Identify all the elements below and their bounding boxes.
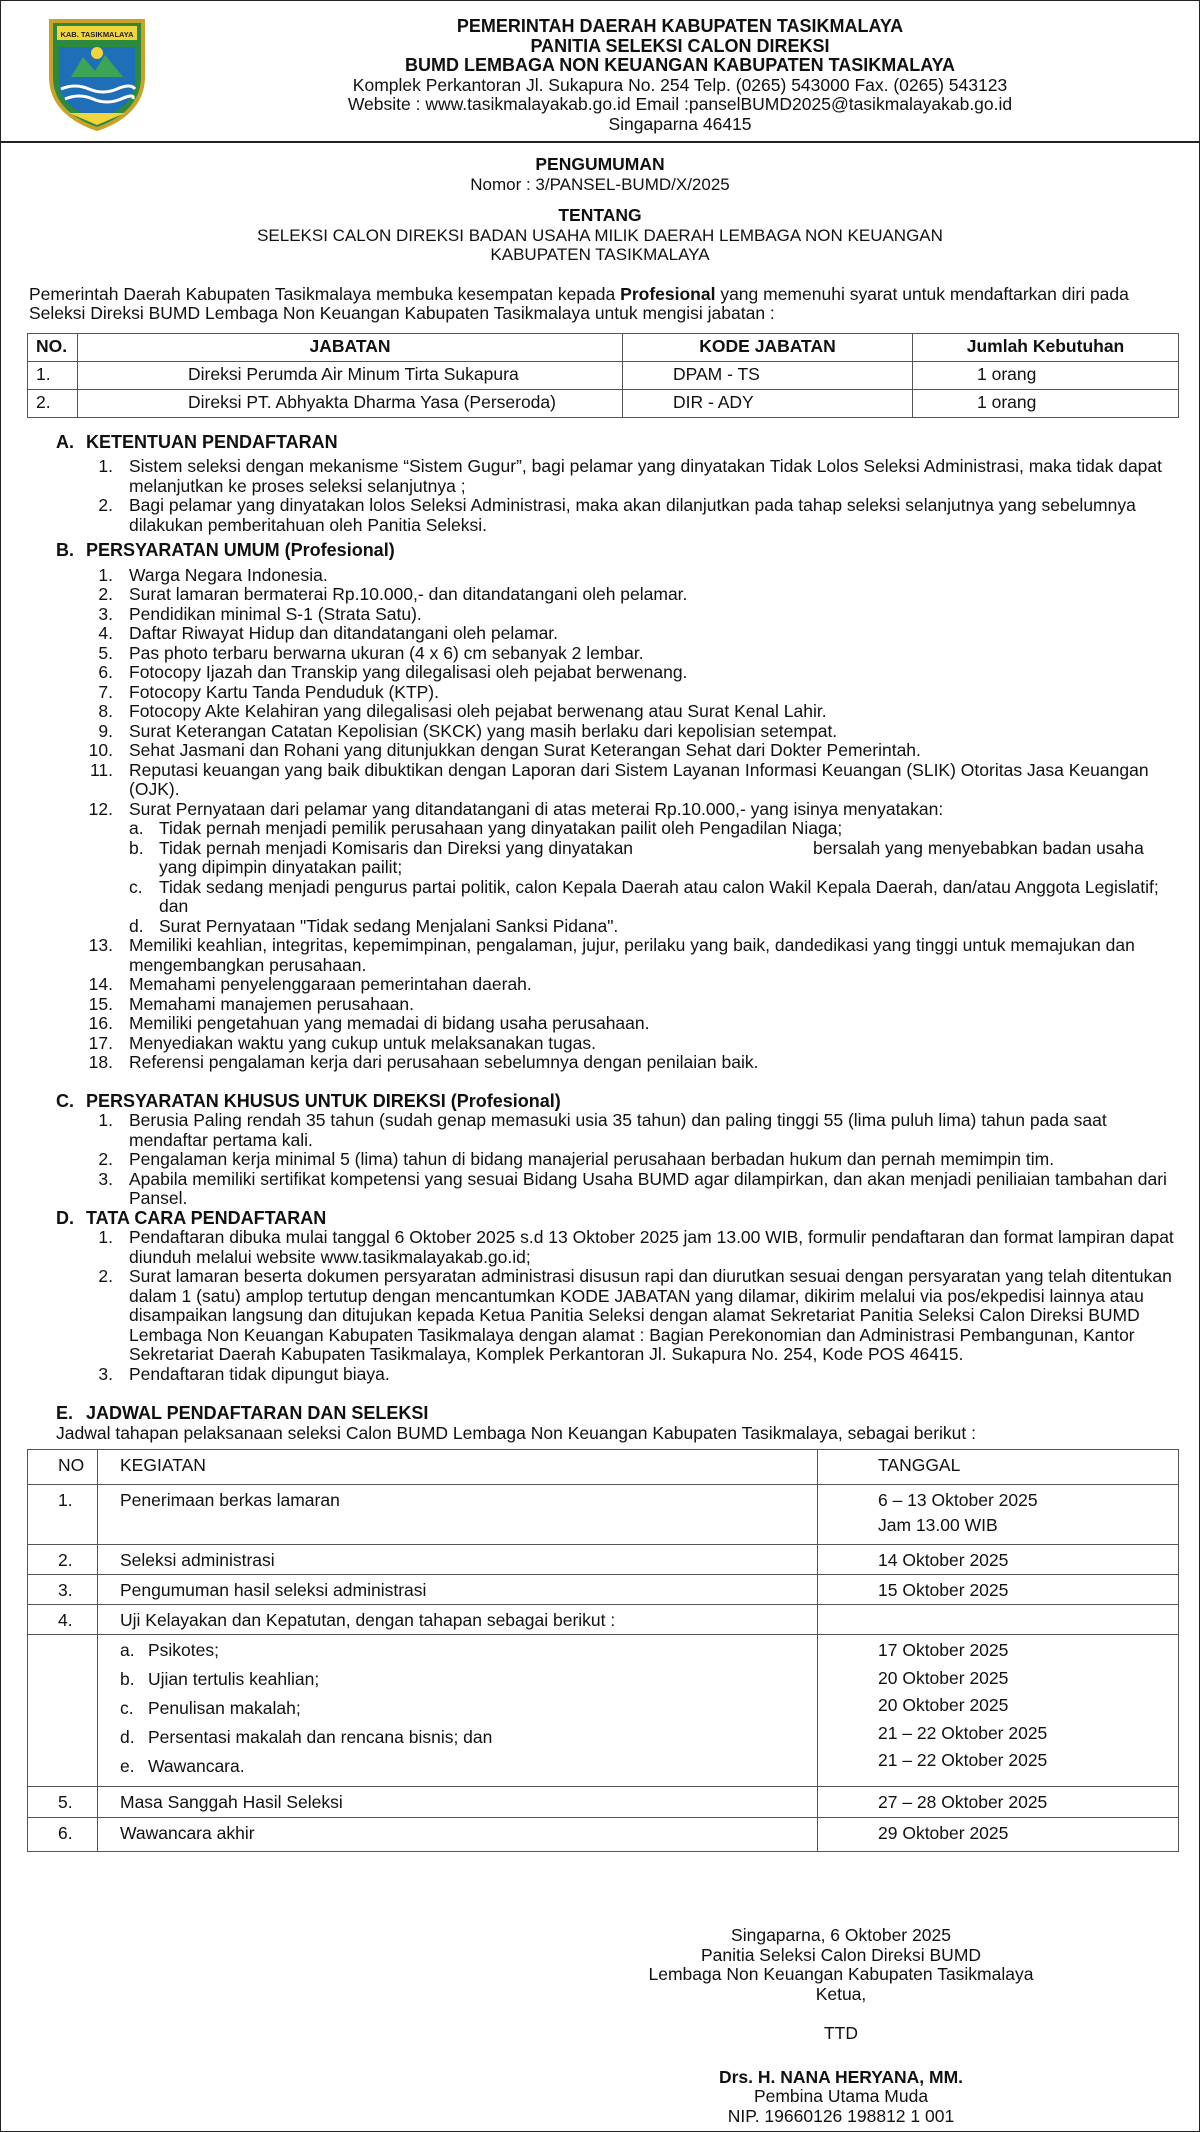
document-number: Nomor : 3/PANSEL-BUMD/X/2025 [470,174,730,194]
header-kegiatan: KEGIATAN [98,1450,818,1485]
regency-emblem-icon [45,13,149,131]
title-subject-line-1: SELEKSI CALON DIREKSI BADAN USAHA MILIK DAERAH LEMBAGA NON KEUANGAN [257,225,943,245]
signatory-name: Drs. H. NANA HERYANA, MM. [718,2066,964,2087]
sub-item-b: b. Tidak pernah menjadi Komisaris dan Direksi yang dinyatakan bersalah yang menyebabkan badan usaha yang dipimpin dinyatakan pailit; [129,837,1144,877]
section-e-heading: E. JADWAL PENDAFTARAN DAN SELEKSI [56,1403,429,1423]
list-item: 8. Fotocopy Akte Kelahiran yang dilegalisasi oleh pejabat berwenang atau Surat Kenal Lahir. [98,701,827,721]
row-kode: DPAM - TS [623,361,913,389]
sub-item-c: c. Tidak sedang menjadi pengurus partai politik, calon Kepala Daerah atau calon Wakil Kepala Daerah, dan/atau Anggota Legislatif; dan [129,876,1159,916]
signatory-rank: Pembina Utama Muda [753,2086,929,2106]
list-item: 3. Pendaftaran tidak dipungut biaya. [98,1363,390,1384]
sub-activity: a. Psikotes; [120,1640,219,1660]
signatory-nip: NIP. 19660126 198812 1 001 [727,2105,955,2126]
letterhead-contact: Website : www.tasikmalayakab.go.id Email :panselBUMD2025@tasikmalayakab.go.id [347,94,1013,114]
list-item: 6. Fotocopy Ijazah dan Transkip yang dilegalisasi oleh pejabat berwenang. [98,662,688,682]
header-jumlah: Jumlah Kebutuhan [913,333,1179,361]
list-item: 15. Memahami manajemen perusahaan. [88,993,415,1014]
header-no: NO [28,1450,98,1485]
header-tanggal: TANGGAL [818,1450,1179,1485]
section-d-heading: D. TATA CARA PENDAFTARAN [56,1207,327,1228]
list-item: 2. Surat lamaran beserta dokumen persyaratan administrasi disusun rapi dan diurutkan sesuai dengan persyaratan yang telah ditentukan dalam 1 (satu) amplop tertutup dengan mencantumkan KODE JABATAN yang dilamar, dikirim melalui via pos/ekpedisi lainnya atau disampaikan langsung dan ditujukan kepada Ketua Panitia Seleksi dengan alamat Sekretariat Panitia Seleksi Calon Direksi BUMD Lembaga Non Keuangan Kabupaten Tasikmalaya dengan alamat : Bagian Perekonomian dan Administrasi Pembangunan, Kantor Sekretariat Daerah Kabupaten Tasikmalaya, Komplek Perkantoran Jl. Sukapura No. 254, Kode POS 46415. [98,1266,1172,1364]
table-row: 6. Wawancara akhir 29 Oktober 2025 [28,1818,1179,1852]
title-tentang: TENTANG [558,205,642,225]
list-item: 3. Pendidikan minimal S-1 (Strata Satu). [98,603,422,624]
header-no: NO. [28,333,78,361]
list-item: 4. Daftar Riwayat Hidup dan ditandatangani oleh pelamar. [98,623,559,643]
letterhead-text [161,17,1199,134]
table-row [28,389,1179,417]
signature-block [621,1926,1061,2126]
signature-org-2: Lembaga Non Keuangan Kabupaten Tasikmalaya [648,1964,1034,1984]
list-item: 1. Warga Negara Indonesia. [98,564,328,585]
section-c-list [71,1111,1177,1209]
list-item: 2. Surat lamaran bermaterai Rp.10.000,- dan ditandatangani oleh pelamar. [98,584,688,604]
emblem-text: KAB. TASIKMALAYA [60,30,134,39]
sub-activity: e. Wawancara. [120,1756,245,1776]
section-d-list [71,1228,1177,1384]
table-row: 1. Penerimaan berkas lamaran 6 – 13 Oktober 2025 Jam 13.00 WIB [28,1485,1179,1545]
section-e-intro: Jadwal tahapan pelaksanaan seleksi Calon BUMD Lembaga Non Keuangan Kabupaten Tasikmalaya, sebagai berikut : [56,1422,976,1443]
list-item: 13. Memiliki keahlian, integritas, kepemimpinan, pengalaman, jujur, perilaku yang baik, dandedikasi yang tinggi untuk memajukan dan mengembangkan perusahaan. [88,935,1135,975]
sub-item-a: a. Tidak pernah menjadi pemilik perusahaan yang dinyatakan pailit oleh Pengadilan Niaga; [129,818,843,838]
position-table [27,333,1179,418]
row-jumlah: 1 orang [913,389,1179,417]
schedule-table [27,1449,1179,1852]
list-item: 17. Menyediakan waktu yang cukup untuk melaksanakan tugas. [88,1032,596,1053]
list-item: 2. Bagi pelamar yang dinyatakan lolos Seleksi Administrasi, maka akan dilanjutkan pada tahap seleksi selanjutnya yang sebelumnya dilakukan pemberitahuan oleh Panitia Seleksi. [98,495,1136,535]
table-row: 3. Pengumuman hasil seleksi administrasi 15 Oktober 2025 [28,1575,1179,1605]
row-jumlah: 1 orang [913,361,1179,389]
row-jabatan: Direksi Perumda Air Minum Tirta Sukapura [78,361,623,389]
section-b-heading: B. PERSYARATAN UMUM (Profesional) [56,540,395,560]
table-row: 4. Uji Kelayakan dan Kepatutan, dengan tahapan sebagai berikut : [28,1605,1179,1635]
section-c-heading: C. PERSYARATAN KHUSUS UNTUK DIREKSI (Profesional) [56,1090,561,1111]
letterhead-line-3: BUMD LEMBAGA NON KEUANGAN KABUPATEN TASIKMALAYA [404,55,955,75]
table-row: a. Psikotes; b. Ujian tertulis keahlian; c. Penulisan makalah; d. Persentasi makalah dan rencana bisnis; dan e. Wawancara. 17 Oktober 2025 20 Oktober 2025 20 Oktober 2025 21 – 22 Oktober 2025 21 – 22 Oktober 2025 [28,1635,1179,1787]
table-row: 5. Masa Sanggah Hasil Seleksi 27 – 28 Oktober 2025 [28,1787,1179,1818]
sub-activity: b. Ujian tertulis keahlian; [120,1669,320,1689]
header-jabatan: JABATAN [78,333,623,361]
intro-paragraph: Pemerintah Daerah Kabupaten Tasikmalaya membuka kesempatan kepada Profesional yang memenuhi syarat untuk mendaftarkan diri pada Seleksi Direksi BUMD Lembaga Non Keuangan Kabupaten Tasikmalaya untuk mengisi jabatan : [29,283,1129,323]
table-row: 2. Seleksi administrasi 14 Oktober 2025 [28,1545,1179,1575]
row-kode: DIR - ADY [623,389,913,417]
list-item: 16. Memiliki pengetahuan yang memadai di bidang usaha perusahaan. [88,1013,650,1033]
row-no: 2. [28,389,78,417]
table-row [28,361,1179,389]
list-item: 5. Pas photo terbaru berwarna ukuran (4 x 6) cm sebanyak 2 lembar. [98,642,644,663]
sub-activity: c. Penulisan makalah; [120,1698,301,1718]
list-item: 10. Sehat Jasmani dan Rohani yang ditunjukkan dengan Surat Keterangan Sehat dari Dokter Pemerintah. [88,740,921,760]
signature-place-date: Singaparna, 6 Oktober 2025 [731,1925,951,1945]
signature-role: Ketua, [815,1983,867,2004]
list-item: 1. Pendaftaran dibuka mulai tanggal 6 Oktober 2025 s.d 13 Oktober 2025 jam 13.00 WIB, formulir pendaftaran dan format lampiran dapat diunduh melalui website www.tasikmalayakab.go.id; [98,1227,1174,1267]
list-item: 11. Reputasi keuangan yang baik dibuktikan dengan Laporan dari Sistem Layanan Informasi Keuangan (SLIK) Otoritas Jasa Keuangan (OJK). [89,759,1149,799]
letterhead-line-2: PANITIA SELEKSI CALON DIREKSI [530,35,830,56]
row-no: 1. [28,361,78,389]
header-kode: KODE JABATAN [623,333,913,361]
letterhead-city: Singaparna 46415 [608,113,752,134]
sub-item-d: d. Surat Pernyataan "Tidak sedang Menjalani Sanksi Pidana". [129,915,619,936]
statement-sublist [129,819,1177,936]
list-item: 7. Fotocopy Kartu Tanda Penduduk (KTP). [98,681,439,702]
position-table-header [28,333,1179,361]
document-title [1,155,1199,265]
list-item: 9. Surat Keterangan Catatan Kepolisian (SKCK) yang masih berlaku dari kepolisian setempat. [98,720,838,741]
list-item: 1. Berusia Paling rendah 35 tahun (sudah genap memasuki usia 35 tahun) dan paling tinggi 55 (lima puluh lima) tahun pada saat mendaftar pertama kali. [98,1110,1107,1150]
list-item: 1. Sistem seleksi dengan mekanisme “Sistem Gugur”, bagi pelamar yang dinyatakan Tidak Lolos Seleksi Administrasi, maka tidak dapat melanjutkan ke proses seleksi selanjutnya ; [98,456,1163,496]
list-item: 14. Memahami penyelenggaraan pemerintahan daerah. [88,974,532,994]
letterhead-address: Komplek Perkantoran Jl. Sukapura No. 254 Telp. (0265) 543000 Fax. (0265) 543123 [352,74,1008,95]
row-jabatan: Direksi PT. Abhyakta Dharma Yasa (Perseroda) [78,389,623,417]
signature-ttd: TTD [823,2023,859,2043]
sub-activity: d. Persentasi makalah dan rencana bisnis; dan [120,1727,493,1747]
section-a-list [71,457,1177,535]
signature-org-1: Panitia Seleksi Calon Direksi BUMD [700,1944,982,1965]
list-item: 3. Apabila memiliki sertifikat kompetensi yang sesuai Bidang Usaha BUMD agar dilampirkan, dan akan menjadi peniliaian tambahan dari Pansel. [98,1168,1167,1208]
letterhead-line-1: PEMERINTAH DAERAH KABUPATEN TASIKMALAYA [456,16,904,36]
section-b-list [71,566,1177,1073]
letterhead [1,1,1199,143]
section-a-heading: A. KETENTUAN PENDAFTARAN [56,431,338,452]
list-item: 12. Surat Pernyataan dari pelamar yang ditandatangani di atas meterai Rp.10.000,- yang isinya menyatakan: a. Tidak pernah menjadi pemilik perusahaan yang dinyatakan pailit oleh Pengadilan Niaga; b. Tidak pernah menjadi Komisaris dan Direksi yang dinyatakan bersalah yang menyebabkan badan usaha yang dipimpin dinyatakan pailit; c. Tidak sedang menjadi pengurus partai politik, calon Kepala Daerah atau calon Wakil Kepala Daerah, dan/atau Anggota Legislatif; dan d. Surat Pernyataan "Tidak sedang Menjalani Sanksi Pidana". [71,800,1177,937]
schedule-table-header [28,1450,1179,1485]
list-item: 2. Pengalaman kerja minimal 5 (lima) tahun di bidang manajerial perusahaan berbadan hukum dan pernah memimpin tim. [98,1149,1055,1169]
title-subject-line-2: KABUPATEN TASIKMALAYA [490,245,710,264]
title-pengumuman: PENGUMUMAN [535,154,665,174]
list-item: 18. Referensi pengalaman kerja dari perusahaan sebelumnya dengan penilaian baik. [88,1052,759,1072]
